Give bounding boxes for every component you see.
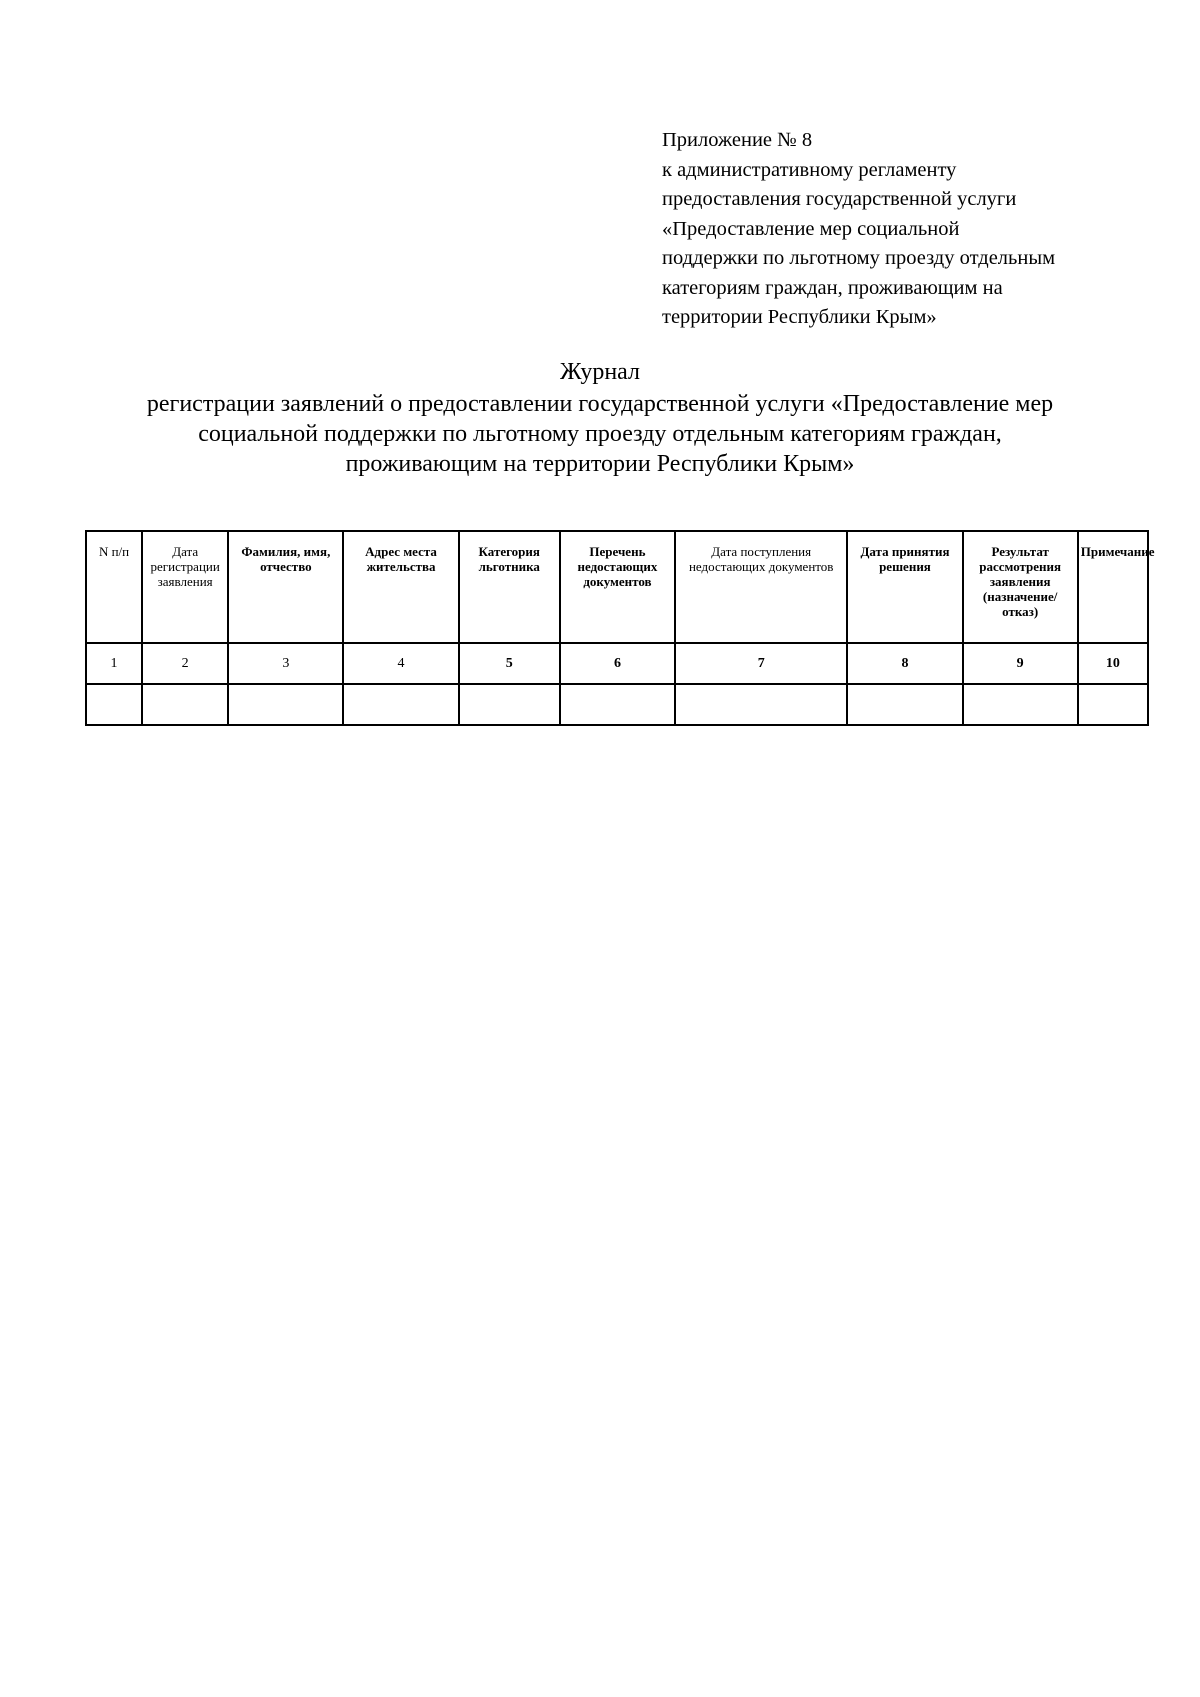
appendix-line: Приложение № 8: [662, 129, 813, 151]
journal-title: Журнал: [559, 359, 640, 385]
table-cell: [459, 684, 560, 725]
table-cell: [228, 684, 343, 725]
column-number-cell: 7: [675, 643, 847, 684]
table-cell: [675, 684, 847, 725]
table-cell: [963, 684, 1078, 725]
column-header: Перечень недостающих документов: [560, 531, 675, 643]
column-header: Фамилия, имя, отчество: [228, 531, 343, 643]
column-header: Адрес места жительства: [343, 531, 458, 643]
appendix-line: к административному регламенту: [662, 158, 957, 181]
appendix-line: поддержки по льготному проезду отдельным: [662, 247, 1056, 269]
table-cell: [847, 684, 962, 725]
journal-subtitle-line: социальной поддержки по льготному проезду отдельным категориям граждан,: [198, 421, 1002, 447]
column-number-cell: 1: [86, 643, 142, 684]
table-cell: [1078, 684, 1148, 725]
column-header: N п/п: [86, 531, 142, 643]
table-cell: [343, 684, 458, 725]
column-number-cell: 10: [1078, 643, 1148, 684]
column-number-row: [86, 643, 1148, 684]
column-number-cell: 4: [343, 643, 458, 684]
column-number-cell: 6: [560, 643, 675, 684]
column-header: Дата поступления недостающих документов: [675, 531, 847, 643]
column-header: Категория льготника: [459, 531, 560, 643]
column-header: Дата принятия решения: [847, 531, 962, 643]
appendix-line: категориям граждан, проживающим на: [662, 276, 1003, 299]
journal-subtitle-line: проживающим на территории Республики Крым»: [345, 451, 855, 477]
table-cell: [560, 684, 675, 725]
journal-heading: [80, 355, 1120, 479]
registration-journal-table: [85, 530, 1155, 726]
column-number-cell: 9: [963, 643, 1078, 684]
column-number-cell: 8: [847, 643, 962, 684]
journal-subtitle-line: регистрации заявлений о предоставлении государственной услуги «Предоставление мер: [146, 391, 1054, 417]
appendix-line: предоставления государственной услуги: [662, 188, 1017, 210]
table-row: [86, 684, 1148, 725]
column-header: Примечание: [1078, 531, 1148, 643]
column-header: Дата регистрации заявления: [142, 531, 228, 643]
column-number-cell: 5: [459, 643, 560, 684]
column-number-cell: 2: [142, 643, 228, 684]
table-cell: [142, 684, 228, 725]
table-cell: [86, 684, 142, 725]
column-number-cell: 3: [228, 643, 343, 684]
column-header: Результат рассмотрения заявления (назначение/отказ): [963, 531, 1078, 643]
appendix-line: «Предоставление мер социальной: [662, 217, 960, 240]
appendix-note: [662, 126, 1162, 333]
table-header-row: [86, 531, 1148, 643]
appendix-line: территории Республики Крым»: [662, 306, 937, 328]
